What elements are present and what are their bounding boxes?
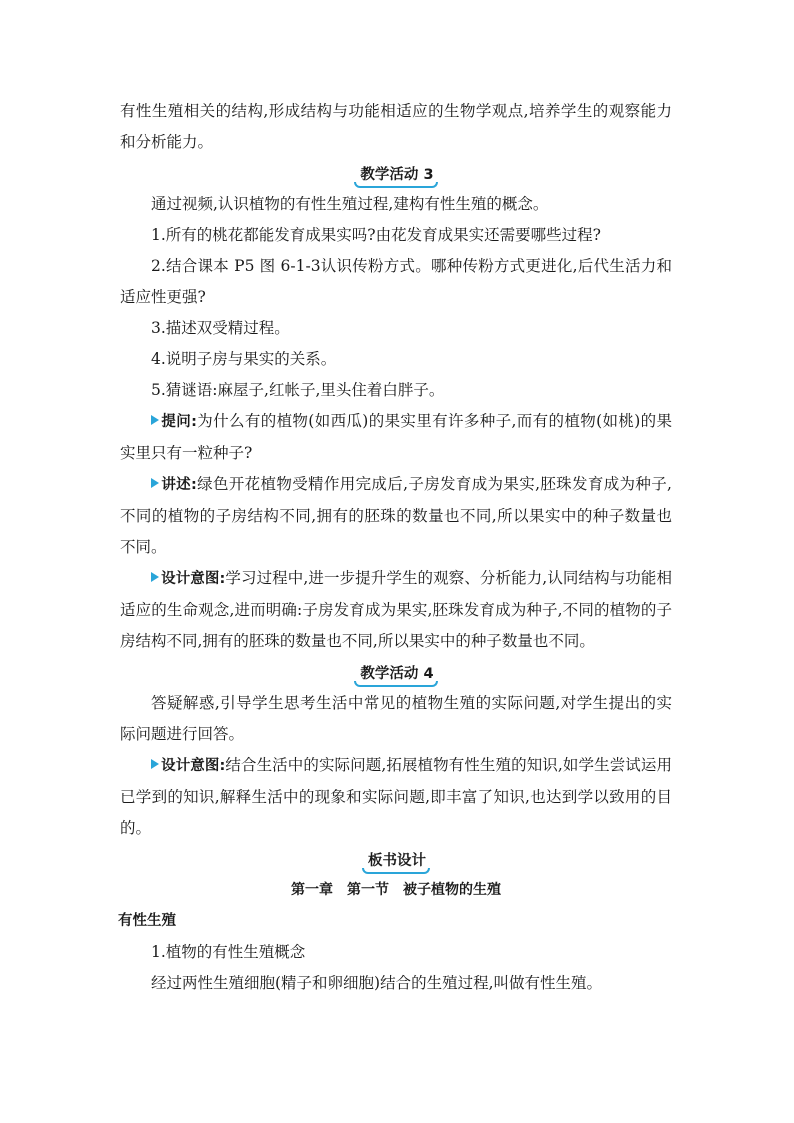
- intent-paragraph-4: [120, 750, 672, 844]
- board-definition: 经过两性生殖细胞(精子和卵细胞)结合的生殖过程,叫做有性生殖。: [151, 974, 603, 992]
- intent-paragraph-3: [120, 563, 672, 657]
- activity3-item-2: 2.结合课本 P5 图 6-1-3认识传粉方式。哪种传粉方式更进化,后代生活力和适应性更强?: [120, 257, 672, 306]
- intent-text-3: 学习过程中,进一步提升学生的观察、分析能力,认同结构与功能相适应的生命观念,进而明确:子房发育成为果实,胚珠发育成为种子,不同的植物的子房结构不同,拥有的胚珠的数量也不同,所以果实中的种子数量也不同。: [120, 569, 672, 650]
- activity4-heading-text: 教学活动 4: [360, 666, 434, 682]
- activity3-heading: [354, 163, 437, 187]
- document-page: [120, 96, 672, 999]
- activity4-heading-wrap: [120, 657, 672, 688]
- heading-underline-decoration: [362, 868, 430, 874]
- explain-paragraph: [120, 469, 672, 563]
- explain-text: 绿色开花植物受精作用完成后,子房发育成为果实,胚珠发育成为种子,不同的植物的子房结构不同,拥有的胚珠的数量也不同,所以果实中的种子数量也不同。: [120, 475, 672, 556]
- triangle-marker-icon: [151, 759, 159, 769]
- activity3-item-4: 4.说明子房与果实的关系。: [151, 350, 337, 368]
- activity3-item-3: 3.描述双受精过程。: [151, 319, 290, 337]
- activity4-text: 答疑解惑,引导学生思考生活中常见的植物生殖的实际问题,对学生提出的实际问题进行回答。: [120, 694, 672, 743]
- board-section-label: 有性生殖: [118, 913, 176, 929]
- board-heading-text: 板书设计: [368, 853, 426, 869]
- question-text: 为什么有的植物(如西瓜)的果实里有许多种子,而有的植物(如桃)的果实里只有一粒种子?: [120, 412, 672, 462]
- activity3-item-5: 5.猜谜语:麻屋子,红帐子,里头住着白胖子。: [151, 381, 445, 399]
- activity3-intro: 通过视频,认识植物的有性生殖过程,建构有性生殖的概念。: [151, 195, 549, 213]
- explain-label: 讲述:: [161, 477, 197, 493]
- heading-underline-decoration: [354, 182, 437, 188]
- triangle-marker-icon: [151, 478, 159, 488]
- question-paragraph: [120, 406, 672, 469]
- question-label: 提问:: [161, 414, 197, 430]
- triangle-marker-icon: [151, 572, 159, 582]
- intent-label-4: 设计意图:: [161, 758, 226, 774]
- activity3-heading-wrap: [120, 158, 672, 189]
- board-heading-wrap: [120, 844, 672, 875]
- triangle-marker-icon: [151, 415, 159, 425]
- activity3-item-1: 1.所有的桃花都能发育成果实吗?由花发育成果实还需要哪些过程?: [151, 226, 601, 244]
- heading-underline-decoration: [354, 681, 437, 687]
- board-title: 第一章 第一节 被子植物的生殖: [291, 882, 501, 898]
- intent-label-3: 设计意图:: [161, 571, 226, 587]
- activity3-heading-text: 教学活动 3: [360, 167, 434, 183]
- activity4-heading: [354, 662, 437, 686]
- board-item-1: 1.植物的有性生殖概念: [151, 943, 306, 961]
- intent-text-4: 结合生活中的实际问题,拓展植物有性生殖的知识,如学生尝试运用已学到的知识,解释生活中的现象和实际问题,即丰富了知识,也达到学以致用的目的。: [120, 756, 672, 837]
- board-heading: [362, 849, 430, 873]
- intro-paragraph: 有性生殖相关的结构,形成结构与功能相适应的生物学观点,培养学生的观察能力和分析能力。: [120, 102, 672, 151]
